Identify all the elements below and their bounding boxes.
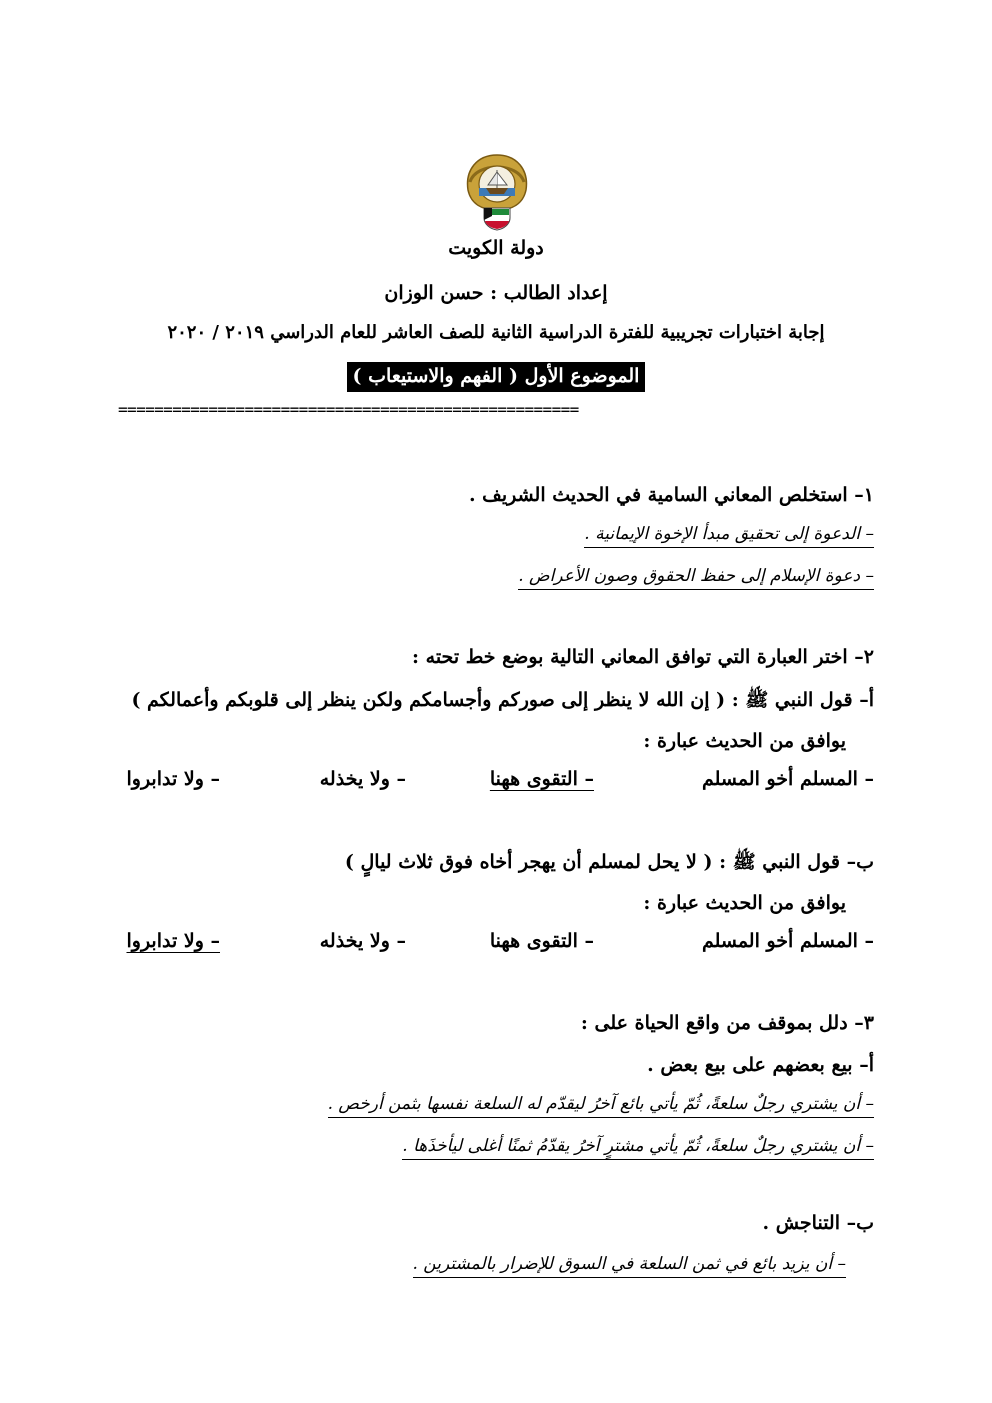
separator-line: ===================================================: [118, 400, 579, 419]
q2a-options: [118, 768, 874, 798]
q3b-answer-1: – أن يزيد بائع في ثمن السلعة في السوق للإضرار بالمشترين .: [413, 1254, 847, 1278]
q2a-prompt: أ– قول النبي ﷺ : ( إن الله لا ينظر إلى صوركم وأجسامكم ولكن ينظر إلى قلوبكم وأعمالكم ): [131, 689, 874, 711]
q3b-label: ب– التناجش .: [762, 1212, 874, 1234]
q2-question: ٢– اختر العبارة التي توافق المعاني التالية بوضع خط تحته :: [412, 646, 874, 668]
q1-question: ١– استخلص المعاني السامية في الحديث الشريف .: [468, 484, 874, 506]
q2b-options: [118, 930, 874, 960]
q2a-matches: يوافق من الحديث عبارة :: [643, 730, 846, 752]
q3a-answer-2: – أن يشتري رجلٌ سلعةً، ثُمّ يأتي مشترٍ آخرُ يقدّمُ ثمنًا أغلى ليأخذَها .: [402, 1136, 874, 1160]
topic-title: الموضوع الأول ( الفهم والاستيعاب ): [347, 362, 646, 392]
topic-banner: [0, 362, 992, 392]
prepared-by: إعداد الطالب : حسن الوزان: [384, 282, 608, 304]
q2b-option-2[interactable]: – التقوى ههنا: [489, 930, 594, 952]
q2b-option-4-selected[interactable]: – ولا تدابروا: [126, 930, 220, 952]
q2a-option-1[interactable]: – المسلم أخو المسلم: [701, 768, 874, 790]
q1-answer-1: – الدعوة إلى تحقيق مبدأ الإخوة الإيمانية .: [584, 524, 874, 548]
q2a-option-4[interactable]: – ولا تدابروا: [126, 768, 220, 790]
q2a-option-2-selected[interactable]: – التقوى ههنا: [489, 768, 594, 790]
kuwait-emblem: [462, 152, 532, 232]
q3a-label: أ– بيع بعضهم على بيع بعض .: [647, 1054, 874, 1076]
q2b-option-3[interactable]: – ولا يخذله: [319, 930, 406, 952]
country-name: دولة الكويت: [448, 237, 544, 259]
q3-question: ٣– دلل بموقف من واقع الحياة على :: [580, 1012, 874, 1034]
q2b-prompt: ب– قول النبي ﷺ : ( لا يحل لمسلم أن يهجر أخاه فوق ثلاث ليالٍ ): [344, 851, 874, 873]
q3a-answer-1: – أن يشتري رجلٌ سلعةً، ثُمّ يأتي بائع آخرُ ليقدّم له السلعة نفسها بثمن أرخص .: [328, 1094, 874, 1118]
q1-answer-2: – دعوة الإسلام إلى حفظ الحقوق وصون الأعراض .: [518, 566, 874, 590]
q2a-option-3[interactable]: – ولا يخذله: [319, 768, 406, 790]
exam-title: إجابة اختبارات تجريبية للفترة الدراسية الثانية للصف العاشر للعام الدراسي ٢٠١٩ / ٢٠٢٠: [167, 322, 825, 343]
q2b-matches: يوافق من الحديث عبارة :: [643, 892, 846, 914]
q2b-option-1[interactable]: – المسلم أخو المسلم: [701, 930, 874, 952]
